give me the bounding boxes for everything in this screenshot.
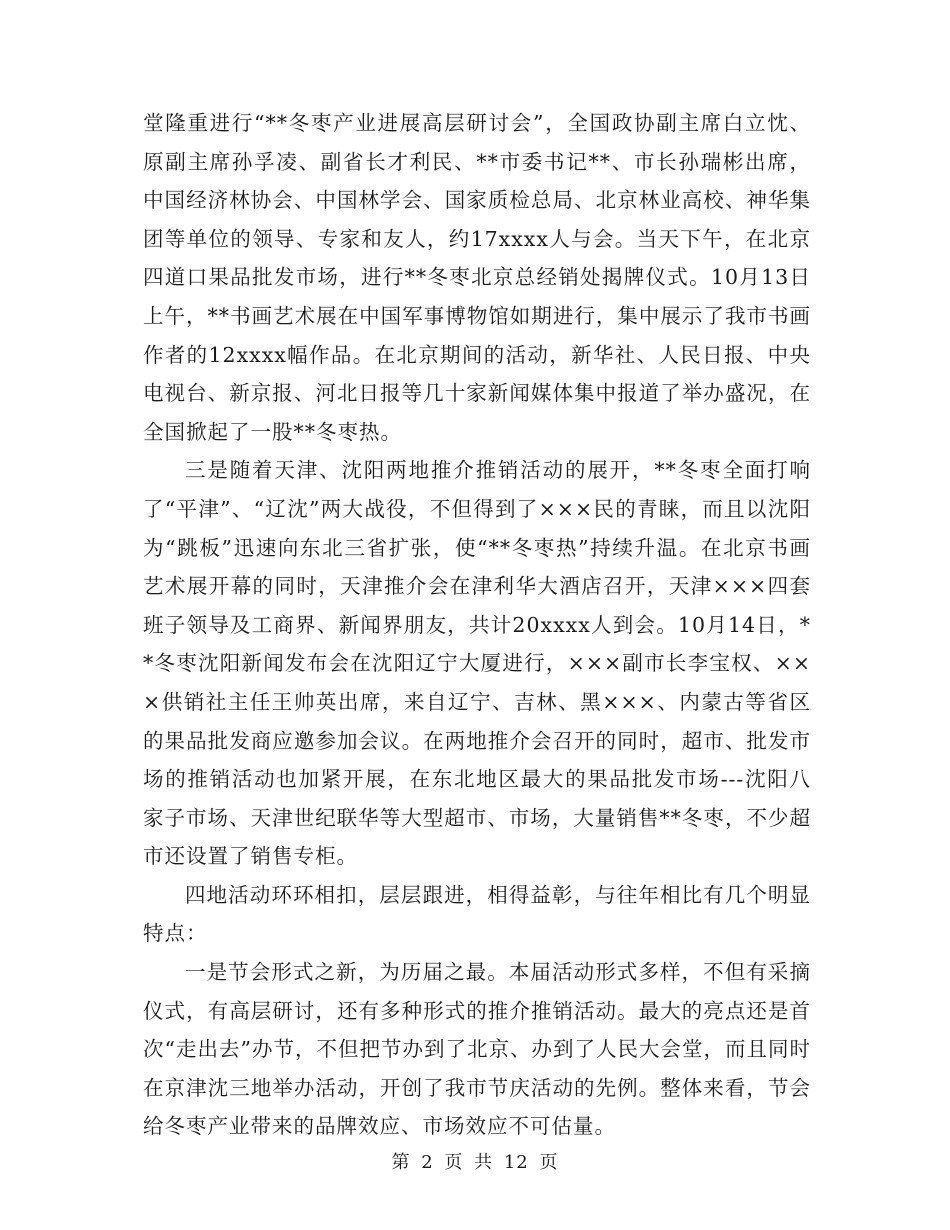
- document-body: [143, 104, 811, 1146]
- paragraph-continuation: 堂隆重进行“**冬枣产业进展高层研讨会”，全国政协副主席白立忱、原副主席孙孚凌、副省长才利民、**市委书记**、市长孙瑞彬出席，中国经济林协会、中国林学会、国家质检总局、北京林业高校、神华集团等单位的领导、专家和友人，约17xxxx人与会。当天下午，在北京四道口果品批发市场，进行**冬枣北京总经销处揭牌仪式。10月13日上午，**书画艺术展在中国军事博物馆如期进行，集中展示了我市书画作者的12xxxx幅作品。在北京期间的活动，新华社、人民日报、中央电视台、新京报、河北日报等几十家新闻媒体集中报道了举办盛况，在全国掀起了一股**冬枣热。: [143, 111, 811, 444]
- paragraph-features-intro: 四地活动环环相扣，层层跟进，相得益彰，与往年相比有几个明显特点：: [143, 882, 811, 946]
- page-number-footer: 第 2 页 共 12 页: [391, 1152, 559, 1173]
- paragraph-third-point: 三是随着天津、沈阳两地推介推销活动的展开，**冬枣全面打响了“平津”、“辽沈”两大战役，不但得到了×××民的青睐，而且以沈阳为“跳板”迅速向东北三省扩张，使“**冬枣热”持续升温。在北京书画艺术展开幕的同时，天津推介会在津利华大酒店召开，天津×××四套班子领导及工商界、新闻界朋友，共计20xxxx人到会。10月14日，**冬枣沈阳新闻发布会在沈阳辽宁大厦进行，×××副市长李宝权、×××供销社主任王帅英出席，来自辽宁、吉林、黑×××、内蒙古等省区的果品批发商应邀参加会议。在两地推介会召开的同时，超市、批发市场的推销活动也加紧开展，在东北地区最大的果品批发市场---沈阳八家子市场、天津世纪联华等大型超市、市场，大量销售**冬枣，不少超市还设置了销售专柜。: [143, 458, 811, 869]
- paragraph-first-feature: 一是节会形式之新，为历届之最。本届活动形式多样，不但有采摘仪式，有高层研讨，还有多种形式的推介推销活动。最大的亮点还是首次“走出去”办节，不但把节办到了北京、办到了人民大会堂，而且同时在京津沈三地举办活动，开创了我市节庆活动的先例。整体来看，节会给冬枣产业带来的品牌效应、市场效应不可估量。: [143, 960, 811, 1139]
